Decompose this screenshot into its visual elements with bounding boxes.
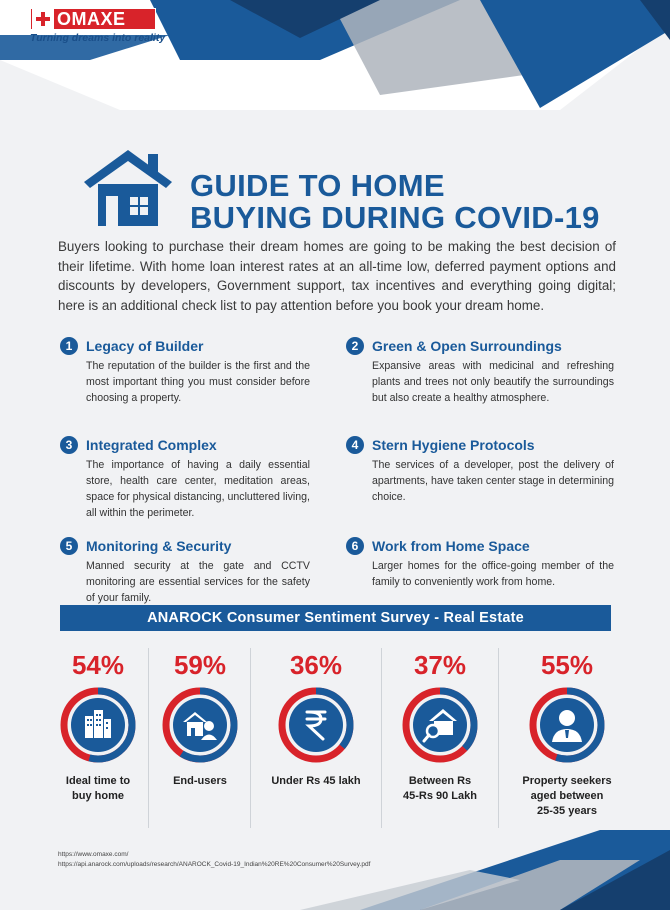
stat-percent: 59% bbox=[173, 650, 227, 680]
stat-label bbox=[150, 774, 250, 789]
stat-end-users bbox=[150, 650, 250, 789]
source-link[interactable]: https://www.omaxe.com/ bbox=[58, 851, 129, 858]
stat-ring bbox=[528, 686, 606, 764]
tip-number: 6 bbox=[346, 537, 364, 555]
tip-legacy-of-builder bbox=[60, 337, 310, 406]
brand-name: OMAXE bbox=[57, 8, 126, 29]
sources bbox=[58, 850, 370, 870]
brand-tagline: Turning dreams into reality bbox=[30, 32, 166, 44]
stat-under-45-lakh bbox=[262, 650, 370, 789]
stat-percent: 55% bbox=[540, 650, 594, 680]
divider bbox=[250, 648, 251, 828]
stat-ring bbox=[59, 686, 137, 764]
label-line: Ideal time to bbox=[65, 775, 131, 787]
tip-text: The importance of having a daily essential store, health care center, meditation areas, space for physical distancing, uncluttered living, all within the perimeter. bbox=[86, 459, 310, 519]
label-line: End-users bbox=[173, 775, 227, 787]
stat-percent: 37% bbox=[413, 650, 467, 680]
label-line: 45-Rs 90 Lakh bbox=[403, 790, 477, 802]
stat-percent: 36% bbox=[289, 650, 343, 680]
plus-mark-icon bbox=[32, 9, 54, 29]
tip-number: 3 bbox=[60, 436, 78, 454]
tip-green-open-surroundings bbox=[346, 337, 614, 406]
tip-title: Integrated Complex bbox=[86, 437, 217, 453]
stat-label bbox=[510, 774, 624, 819]
label-line: Between Rs bbox=[408, 775, 472, 787]
tip-text: The reputation of the builder is the first and the most important thing you must consider before choosing a property. bbox=[86, 360, 310, 404]
label-line: Property seekers bbox=[522, 775, 612, 787]
tip-number: 4 bbox=[346, 436, 364, 454]
tip-number: 1 bbox=[60, 337, 78, 355]
stat-age-25-35 bbox=[510, 650, 624, 819]
stat-label bbox=[262, 774, 370, 789]
stat-label bbox=[50, 774, 146, 804]
tip-title: Stern Hygiene Protocols bbox=[372, 437, 535, 453]
tip-text: The services of a developer, post the delivery of apartments, have taken center stage in determining choice. bbox=[372, 459, 614, 503]
page-title bbox=[190, 170, 600, 234]
stat-ring bbox=[161, 686, 239, 764]
label-line: 25-35 years bbox=[537, 805, 597, 817]
stat-percent: 54% bbox=[71, 650, 125, 680]
tip-title: Legacy of Builder bbox=[86, 338, 204, 354]
tip-text: Larger homes for the office-going member of the family to conveniently work from home. bbox=[372, 560, 614, 588]
source-link[interactable]: https://api.anarock.com/uploads/research/ANAROCK_Covid-19_Indian%20RE%20Consumer%20Survey.pdf bbox=[58, 861, 371, 868]
stat-ring bbox=[277, 686, 355, 764]
tip-stern-hygiene-protocols bbox=[346, 436, 614, 505]
divider bbox=[148, 648, 149, 828]
tip-title: Green & Open Surroundings bbox=[372, 338, 562, 354]
tip-number: 2 bbox=[346, 337, 364, 355]
tip-text: Expansive areas with medicinal and refreshing plants and trees not only beautify the surroundings but also create a healthy atmosphere. bbox=[372, 360, 614, 404]
tip-title: Monitoring & Security bbox=[86, 538, 232, 554]
stat-label bbox=[388, 774, 492, 804]
tip-title: Work from Home Space bbox=[372, 538, 530, 554]
tip-work-from-home-space bbox=[346, 537, 614, 590]
label-line: aged between bbox=[530, 790, 604, 802]
house-icon bbox=[80, 148, 180, 228]
stat-ideal-time bbox=[50, 650, 146, 804]
logo-badge bbox=[30, 8, 156, 30]
brand-logo[interactable] bbox=[30, 8, 165, 44]
tip-monitoring-security bbox=[60, 537, 310, 606]
tip-number: 5 bbox=[60, 537, 78, 555]
tip-text: Manned security at the gate and CCTV monitoring are essential services for the safety of your family. bbox=[86, 560, 310, 604]
intro-paragraph: Buyers looking to purchase their dream homes are going to be making the best decision of their lifetime. With home loan interest rates at an all-time low, deferred payment options and discounts by developers, Government support, tax incentives and everything going digital; here is an additional check list to pay attention before you book your dream home. bbox=[58, 239, 616, 313]
divider bbox=[498, 648, 499, 828]
label-line: Under Rs 45 lakh bbox=[271, 775, 361, 787]
stat-between-45-90-lakh bbox=[388, 650, 492, 804]
label-line: buy home bbox=[72, 790, 124, 802]
divider bbox=[381, 648, 382, 828]
tip-integrated-complex bbox=[60, 436, 310, 521]
title-line-1: GUIDE TO HOME bbox=[190, 168, 445, 203]
stat-ring bbox=[401, 686, 479, 764]
title-line-2: BUYING DURING COVID-19 bbox=[190, 200, 600, 235]
survey-heading: ANAROCK Consumer Sentiment Survey - Real Estate bbox=[60, 605, 611, 631]
